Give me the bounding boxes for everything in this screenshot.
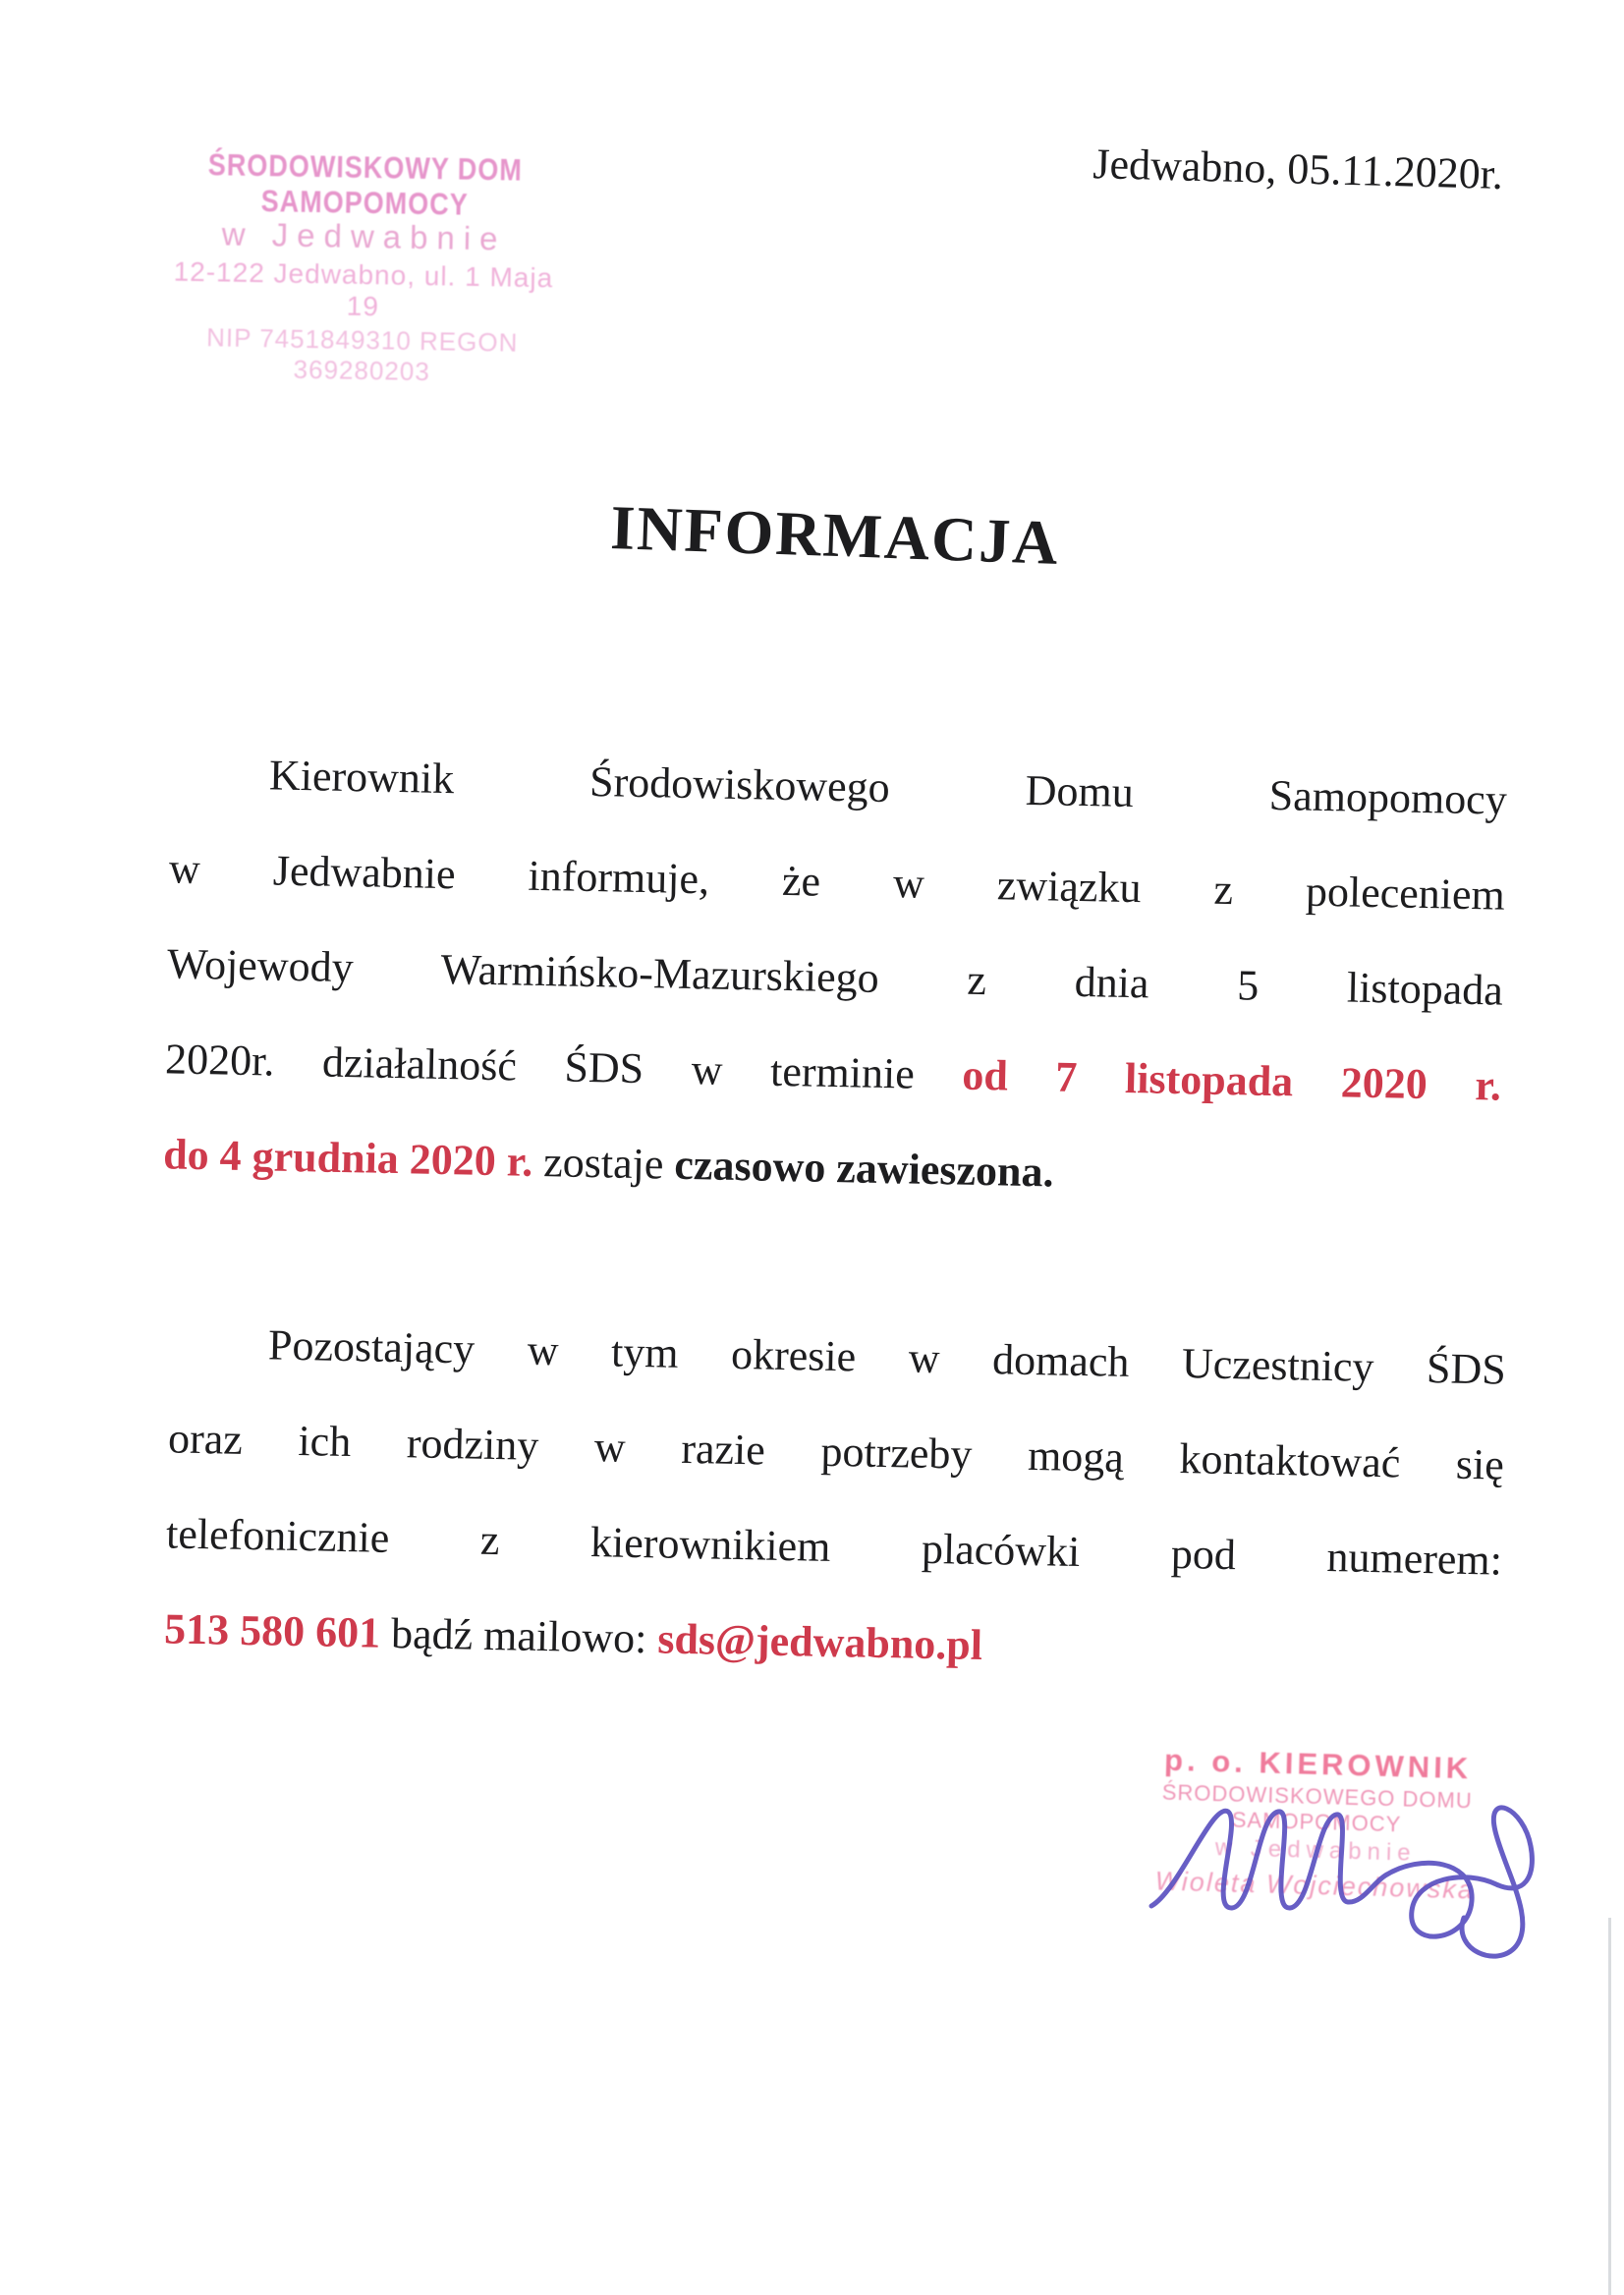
header-stamp-address: 12-122 Jedwabno, ul. 1 Maja 19 [173,255,554,322]
text-segment: zostaje [532,1137,675,1189]
paragraph-1 [162,725,1507,1228]
text-segment: oraz ich rodziny w razie potrzeby mogą kontaktować się [167,1414,1505,1489]
footer-stamp-org-name: ŚRODOWISKOWEGO DOMU SAMOPOMOCY [1161,1779,1474,1837]
text-segment: Pozostający w tym okresie w domach Uczestnicy ŚDS [267,1320,1507,1394]
header-stamp-nip-regon: NIP 7451849310 REGON 369280203 [205,322,519,387]
text-segment: czasowo zawieszona. [673,1140,1055,1197]
text-segment: telefonicznie z kierownikiem placówki pod numerem: [165,1509,1503,1585]
scan-edge-artifact [1608,1918,1611,2295]
footer-stamp-person-name: Wioleta Wojciechowska [1154,1866,1476,1905]
text-segment: Wojewody Warmińsko-Mazurskiego z dnia 5 listopada [166,939,1504,1015]
footer-stamp-locality: w Jedwabnie [1214,1834,1417,1867]
footer-stamp-role: p. o. KIEROWNIK [1163,1742,1473,1786]
date-line: Jedwabno, 05.11.2020r. [1092,140,1504,199]
text-segment: od 7 listopada 2020 r. [961,1050,1502,1110]
footer-stamp [1084,1740,1549,1907]
header-stamp-org-name: ŚRODOWISKOWY DOM SAMOPOMOCY [207,147,524,222]
text-segment: w Jedwabnie informuje, że w związku z poleceniem [168,844,1506,920]
text-segment: 513 580 601 [163,1604,381,1657]
text-segment: bądź mailowo: [379,1608,658,1663]
text-segment: do 4 grudnia 2020 r. [162,1130,533,1186]
text-segment: sds@jedwabno.pl [656,1614,983,1670]
header-stamp [165,147,562,390]
text-segment: 2020r. działalność ŚDS w terminie [164,1035,963,1099]
header-stamp-locality: w Jedwabnie [221,215,507,257]
text-segment: Kierownik Środowiskowego Domu Samopomocy [268,751,1508,824]
paragraph-2 [163,1295,1507,1703]
page-title: INFORMACJA [609,492,1061,578]
